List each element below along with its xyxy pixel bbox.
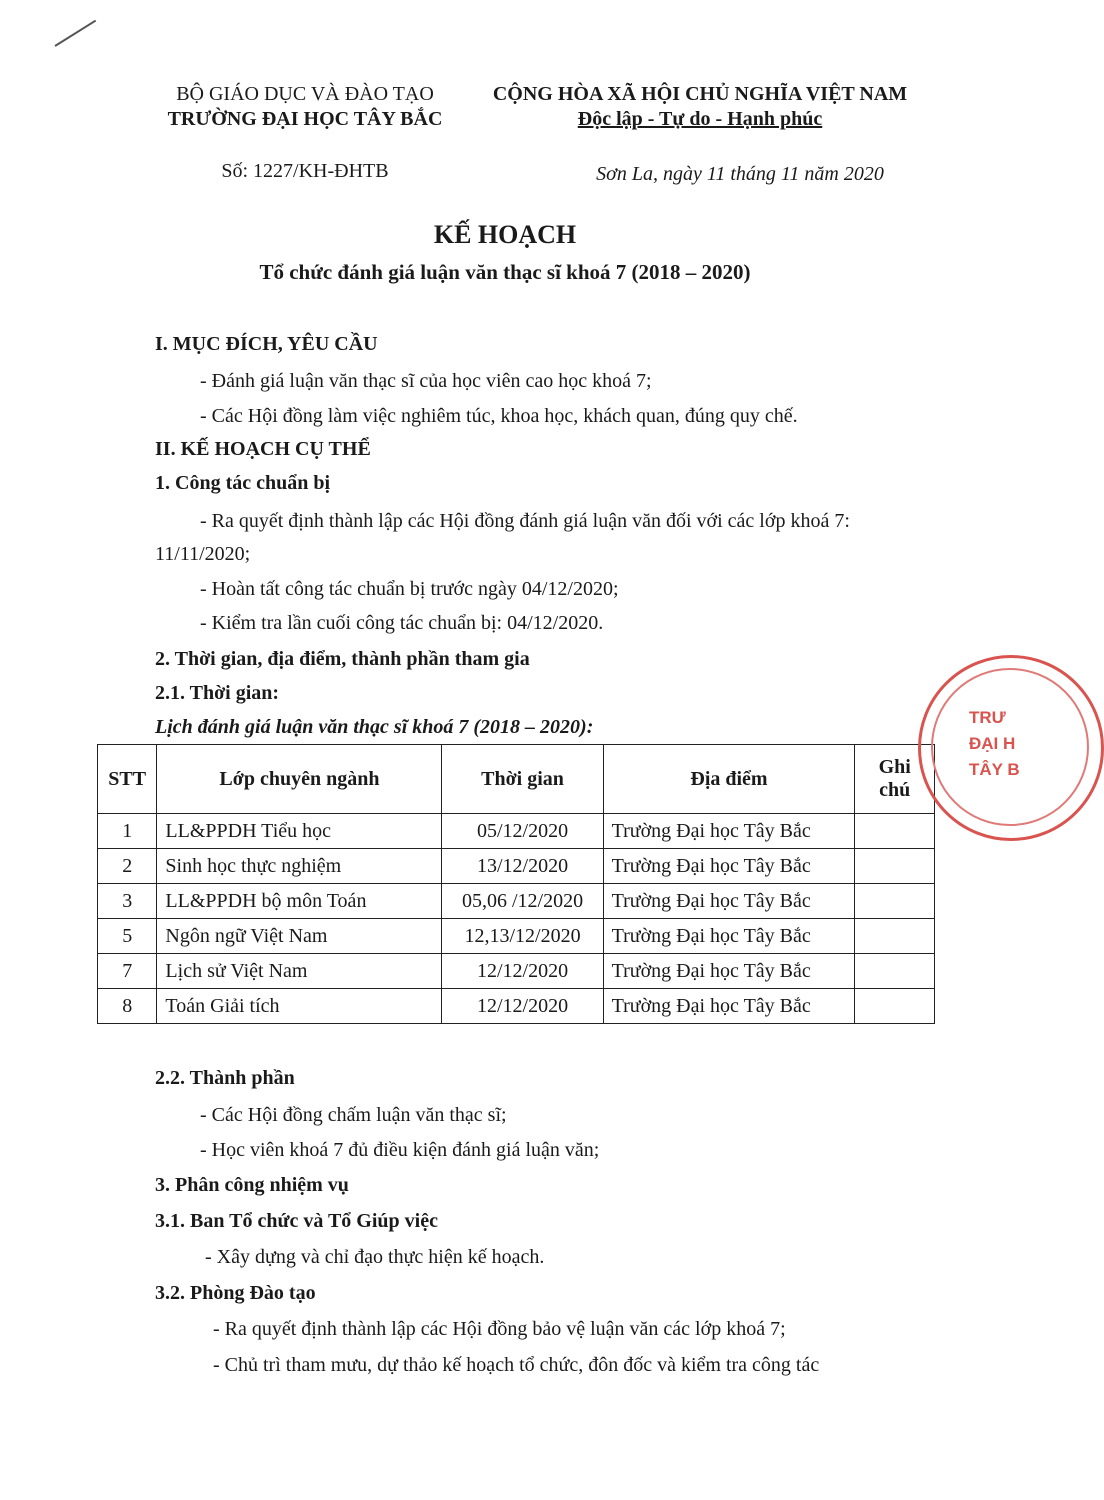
- cell-place: Trường Đại học Tây Bắc: [603, 954, 855, 989]
- cell-place: Trường Đại học Tây Bắc: [603, 884, 855, 919]
- prep-item: - Ra quyết định thành lập các Hội đồng đánh giá luận văn đối với các lớp khoá 7:: [200, 510, 850, 532]
- cell-note: [855, 989, 935, 1024]
- column-header-note-line: Ghi: [878, 756, 911, 778]
- seal-text: ĐẠI H: [969, 734, 1016, 753]
- cell-note: [855, 814, 935, 849]
- seal-text: TÂY B: [969, 760, 1020, 779]
- schedule-table: [97, 744, 935, 1024]
- subheading-time: 2.1. Thời gian:: [155, 682, 280, 704]
- cell-note: [855, 849, 935, 884]
- cell-stt: 5: [98, 919, 157, 954]
- document-number: Số: 1227/KH-ĐHTB: [221, 160, 389, 182]
- cell-class: Toán Giải tích: [157, 989, 442, 1024]
- school-name: TRƯỜNG ĐẠI HỌC TÂY BẮC: [167, 108, 443, 130]
- national-motto: Độc lập - Tự do - Hạnh phúc: [577, 108, 823, 130]
- table-row: [98, 884, 935, 919]
- nation-name: CỘNG HÒA XÃ HỘI CHỦ NGHĨA VIỆT NAM: [492, 83, 908, 105]
- subheading-training-office: 3.2. Phòng Đào tạo: [155, 1282, 316, 1304]
- table-row: [98, 814, 935, 849]
- section-heading-duties: 3. Phân công nhiệm vụ: [155, 1174, 349, 1196]
- cell-note: [855, 884, 935, 919]
- committee-item: - Xây dựng và chỉ đạo thực hiện kế hoạch.: [205, 1246, 545, 1268]
- purpose-item: - Các Hội đồng làm việc nghiêm túc, khoa học, khách quan, đúng quy chế.: [200, 405, 798, 427]
- cell-time: 12/12/2020: [442, 989, 603, 1024]
- cell-class: Sinh học thực nghiệm: [157, 849, 442, 884]
- cell-stt: 1: [98, 814, 157, 849]
- cell-note: [855, 954, 935, 989]
- document-subtitle: Tổ chức đánh giá luận văn thạc sĩ khoá 7 (2018 – 2020): [259, 260, 751, 284]
- ministry-name: BỘ GIÁO DỤC VÀ ĐÀO TẠO: [176, 83, 434, 105]
- prep-item-continued: 11/11/2020;: [155, 543, 251, 565]
- seal-text: TRƯ: [969, 708, 1006, 727]
- subheading-time-place: 2. Thời gian, địa điểm, thành phần tham gia: [155, 648, 530, 670]
- cell-stt: 2: [98, 849, 157, 884]
- national-header: [475, 82, 925, 132]
- section-heading-plan: II. KẾ HOẠCH CỤ THỂ: [155, 438, 371, 460]
- participant-item: - Học viên khoá 7 đủ điều kiện đánh giá luận văn;: [200, 1139, 600, 1161]
- cell-class: Lịch sử Việt Nam: [157, 954, 442, 989]
- column-header-class: Lớp chuyên ngành: [157, 745, 442, 814]
- column-header-note-line: chú: [879, 779, 911, 801]
- cell-place: Trường Đại học Tây Bắc: [603, 814, 855, 849]
- document-title: KẾ HOẠCH: [433, 220, 577, 249]
- subheading-committee: 3.1. Ban Tổ chức và Tổ Giúp việc: [155, 1210, 438, 1232]
- cell-time: 13/12/2020: [442, 849, 603, 884]
- cell-place: Trường Đại học Tây Bắc: [603, 849, 855, 884]
- cell-time: 12,13/12/2020: [442, 919, 603, 954]
- table-row: [98, 989, 935, 1024]
- cell-place: Trường Đại học Tây Bắc: [603, 919, 855, 954]
- cell-class: Ngôn ngữ Việt Nam: [157, 919, 442, 954]
- schedule-caption: Lịch đánh giá luận văn thạc sĩ khoá 7 (2018 – 2020):: [155, 716, 594, 738]
- training-item: - Chủ trì tham mưu, dự thảo kế hoạch tổ chức, đôn đốc và kiểm tra công tác: [213, 1354, 820, 1376]
- table-row: [98, 954, 935, 989]
- prep-item: - Hoàn tất công tác chuẩn bị trước ngày 04/12/2020;: [200, 578, 619, 600]
- cell-stt: 7: [98, 954, 157, 989]
- cell-place: Trường Đại học Tây Bắc: [603, 989, 855, 1024]
- table-row: [98, 919, 935, 954]
- prep-item: - Kiểm tra lần cuối công tác chuẩn bị: 04/12/2020.: [200, 612, 604, 634]
- cell-time: 05/12/2020: [442, 814, 603, 849]
- pen-mark: [54, 20, 96, 47]
- subheading-preparation: 1. Công tác chuẩn bị: [155, 472, 331, 494]
- column-header-place-label: Địa điểm: [690, 767, 768, 790]
- purpose-item: - Đánh giá luận văn thạc sĩ của học viên cao học khoá 7;: [200, 370, 652, 392]
- cell-class: LL&PPDH bộ môn Toán: [157, 884, 442, 919]
- cell-stt: 8: [98, 989, 157, 1024]
- subheading-participants: 2.2. Thành phần: [155, 1067, 295, 1089]
- issuer-block: [150, 82, 460, 132]
- cell-class: LL&PPDH Tiểu học: [157, 814, 442, 849]
- official-seal-stamp: [918, 655, 1104, 841]
- cell-stt: 3: [98, 884, 157, 919]
- training-item: - Ra quyết định thành lập các Hội đồng bảo vệ luận văn các lớp khoá 7;: [213, 1318, 786, 1340]
- column-header-place: [603, 745, 855, 814]
- section-heading-purpose: I. MỤC ĐÍCH, YÊU CẦU: [155, 333, 378, 355]
- table-row: [98, 849, 935, 884]
- column-header-time: Thời gian: [442, 745, 603, 814]
- participant-item: - Các Hội đồng chấm luận văn thạc sĩ;: [200, 1104, 507, 1126]
- date-line: Sơn La, ngày 11 tháng 11 năm 2020: [596, 163, 884, 185]
- cell-note: [855, 919, 935, 954]
- cell-time: 05,06 /12/2020: [442, 884, 603, 919]
- table-header-row: [98, 745, 935, 814]
- cell-time: 12/12/2020: [442, 954, 603, 989]
- column-header-stt: STT: [98, 745, 157, 814]
